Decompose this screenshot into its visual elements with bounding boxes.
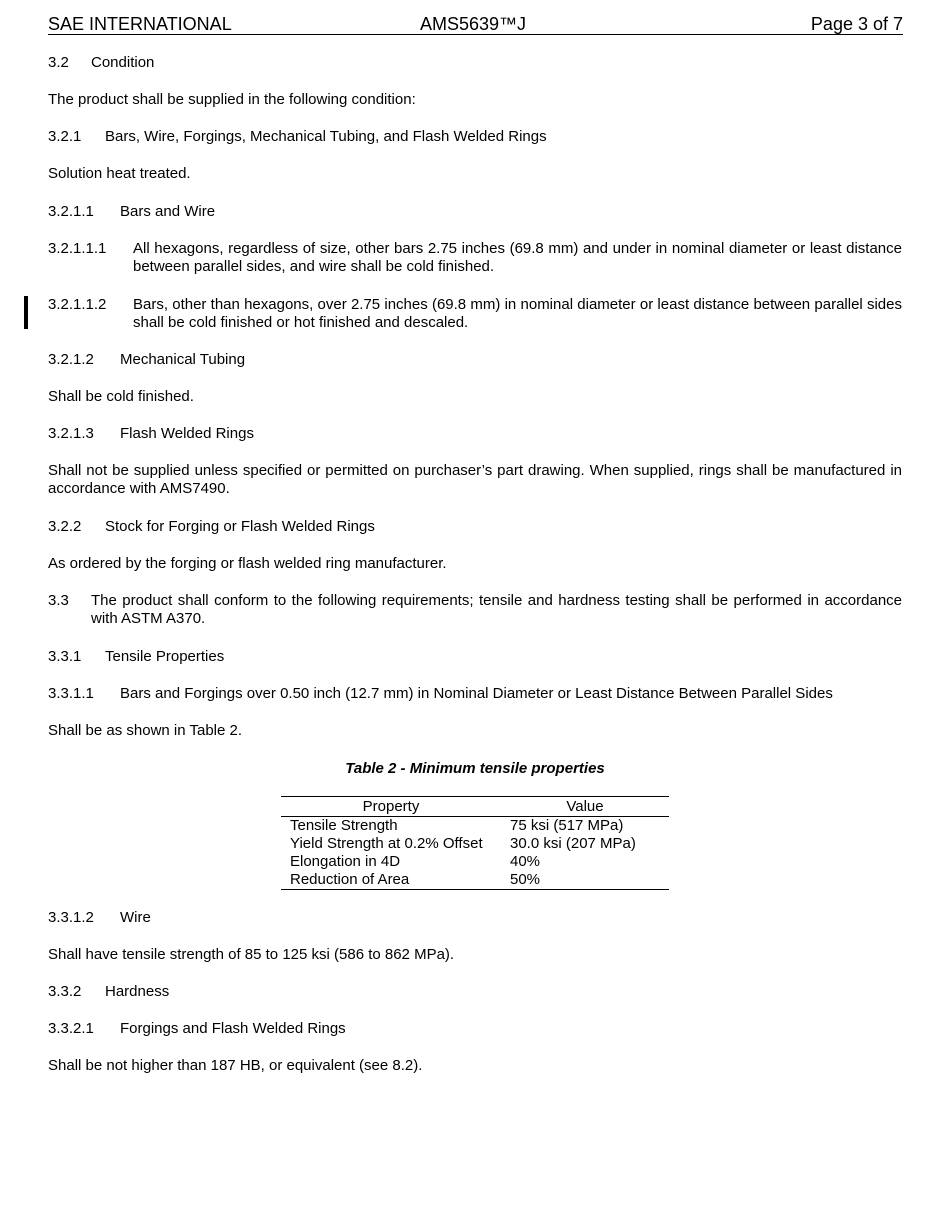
page-header [48, 12, 903, 35]
section-3-3-2-heading [48, 983, 902, 1001]
section-3-3-text: The product shall conform to the following requirements; tensile and hardness testing shall be performed in accordance with ASTM A370. [91, 592, 902, 627]
table-caption: Table 2 - Minimum tensile properties [345, 760, 605, 777]
section-3-3-1-2-heading [48, 909, 902, 927]
column-header-property: Property [281, 797, 501, 817]
section-number: 3.3.2 [48, 983, 82, 1000]
section-3-2-1-1-1-text: All hexagons, regardless of size, other bars 2.75 inches (69.8 mm) and under in nominal diameter or least distance between parallel sides, and wire shall be cold finished. [133, 240, 902, 275]
section-title: Forgings and Flash Welded Rings [120, 1020, 346, 1037]
section-title: Stock for Forging or Flash Welded Rings [105, 518, 375, 535]
table-row [281, 817, 669, 836]
section-3-3-1-1-text: Shall be as shown in Table 2. [48, 722, 243, 739]
section-3-2-1-3-text: Shall not be supplied unless specified or permitted on purchaser’s part drawing. When supplied, rings shall be manufactured in accordance with AMS7490. [48, 462, 902, 497]
section-number: 3.3.1 [48, 648, 82, 665]
table-header-row [281, 797, 669, 817]
section-title: Bars, Wire, Forgings, Mechanical Tubing, and Flash Welded Rings [105, 128, 547, 145]
property-cell: Elongation in 4D [290, 853, 401, 870]
section-number: 3.2.1.1 [48, 203, 94, 220]
section-title: Bars and Wire [120, 203, 216, 220]
section-number: 3.3.2.1 [48, 1020, 94, 1037]
section-3-2-1-2-text: Shall be cold finished. [48, 388, 194, 405]
section-title: Hardness [105, 983, 170, 1000]
section-number: 3.2.1.3 [48, 425, 94, 442]
property-cell: Yield Strength at 0.2% Offset [290, 835, 483, 852]
section-3-2-2-heading [48, 518, 902, 536]
section-3-2-1-1-2-text: Bars, other than hexagons, over 2.75 inches (69.8 mm) in nominal diameter or least distance between parallel sides shall be cold finished or hot finished and descaled. [133, 296, 902, 331]
section-number: 3.2.1.2 [48, 351, 94, 368]
section-3-2-1-1-2-number: 3.2.1.1.2 [48, 296, 107, 313]
property-cell: Reduction of Area [281, 871, 501, 890]
table-row [281, 871, 669, 890]
value-cell: 40% [510, 853, 541, 870]
section-3-2-2-text: As ordered by the forging or flash welded ring manufacturer. [48, 555, 447, 572]
section-3-2-1-1-heading [48, 203, 902, 221]
section-3-3-number: 3.3 [48, 592, 69, 609]
property-cell: Tensile Strength [290, 817, 398, 834]
section-title: Condition [91, 54, 155, 71]
value-cell: 75 ksi (517 MPa) [510, 817, 624, 834]
section-3-3-1-2-text: Shall have tensile strength of 85 to 125 ksi (586 to 862 MPa). [48, 946, 455, 963]
section-3-2-1-text: Solution heat treated. [48, 165, 191, 182]
value-cell: 30.0 ksi (207 MPa) [510, 835, 636, 852]
column-header-value: Value [501, 797, 669, 817]
section-number: 3.2.2 [48, 518, 82, 535]
section-3-3-1-1-heading [48, 685, 902, 703]
section-number: 3.3.1.2 [48, 909, 94, 926]
section-title: Tensile Properties [105, 648, 225, 665]
section-title: Flash Welded Rings [120, 425, 254, 442]
section-title: Mechanical Tubing [120, 351, 246, 368]
section-3-2-text: The product shall be supplied in the following condition: [48, 91, 416, 108]
section-title: Bars and Forgings over 0.50 inch (12.7 mm) in Nominal Diameter or Least Distance Between Parallel Sides [120, 685, 833, 702]
header-document-id: AMS5639™J [420, 14, 527, 34]
value-cell: 50% [501, 871, 669, 890]
revision-change-bar [24, 296, 28, 329]
header-page-number: Page 3 of 7 [810, 14, 903, 34]
section-3-2-1-2-heading [48, 351, 902, 369]
section-3-2-1-3-heading [48, 425, 902, 443]
table-row [281, 853, 669, 871]
section-3-3-2-1-text: Shall be not higher than 187 HB, or equivalent (see 8.2). [48, 1057, 423, 1074]
header-organization: SAE INTERNATIONAL [48, 14, 232, 34]
section-3-2-1-1-1-number: 3.2.1.1.1 [48, 240, 107, 257]
tensile-properties-table [281, 796, 669, 890]
section-number: 3.2.1 [48, 128, 82, 145]
section-3-3-1-heading [48, 648, 902, 666]
section-number: 3.2 [48, 54, 69, 71]
table-row [281, 835, 669, 853]
section-title: Wire [120, 909, 151, 926]
section-3-3-2-1-heading [48, 1020, 902, 1038]
section-3-2-heading [48, 54, 902, 72]
section-number: 3.3.1.1 [48, 685, 94, 702]
section-3-2-1-heading [48, 128, 902, 146]
